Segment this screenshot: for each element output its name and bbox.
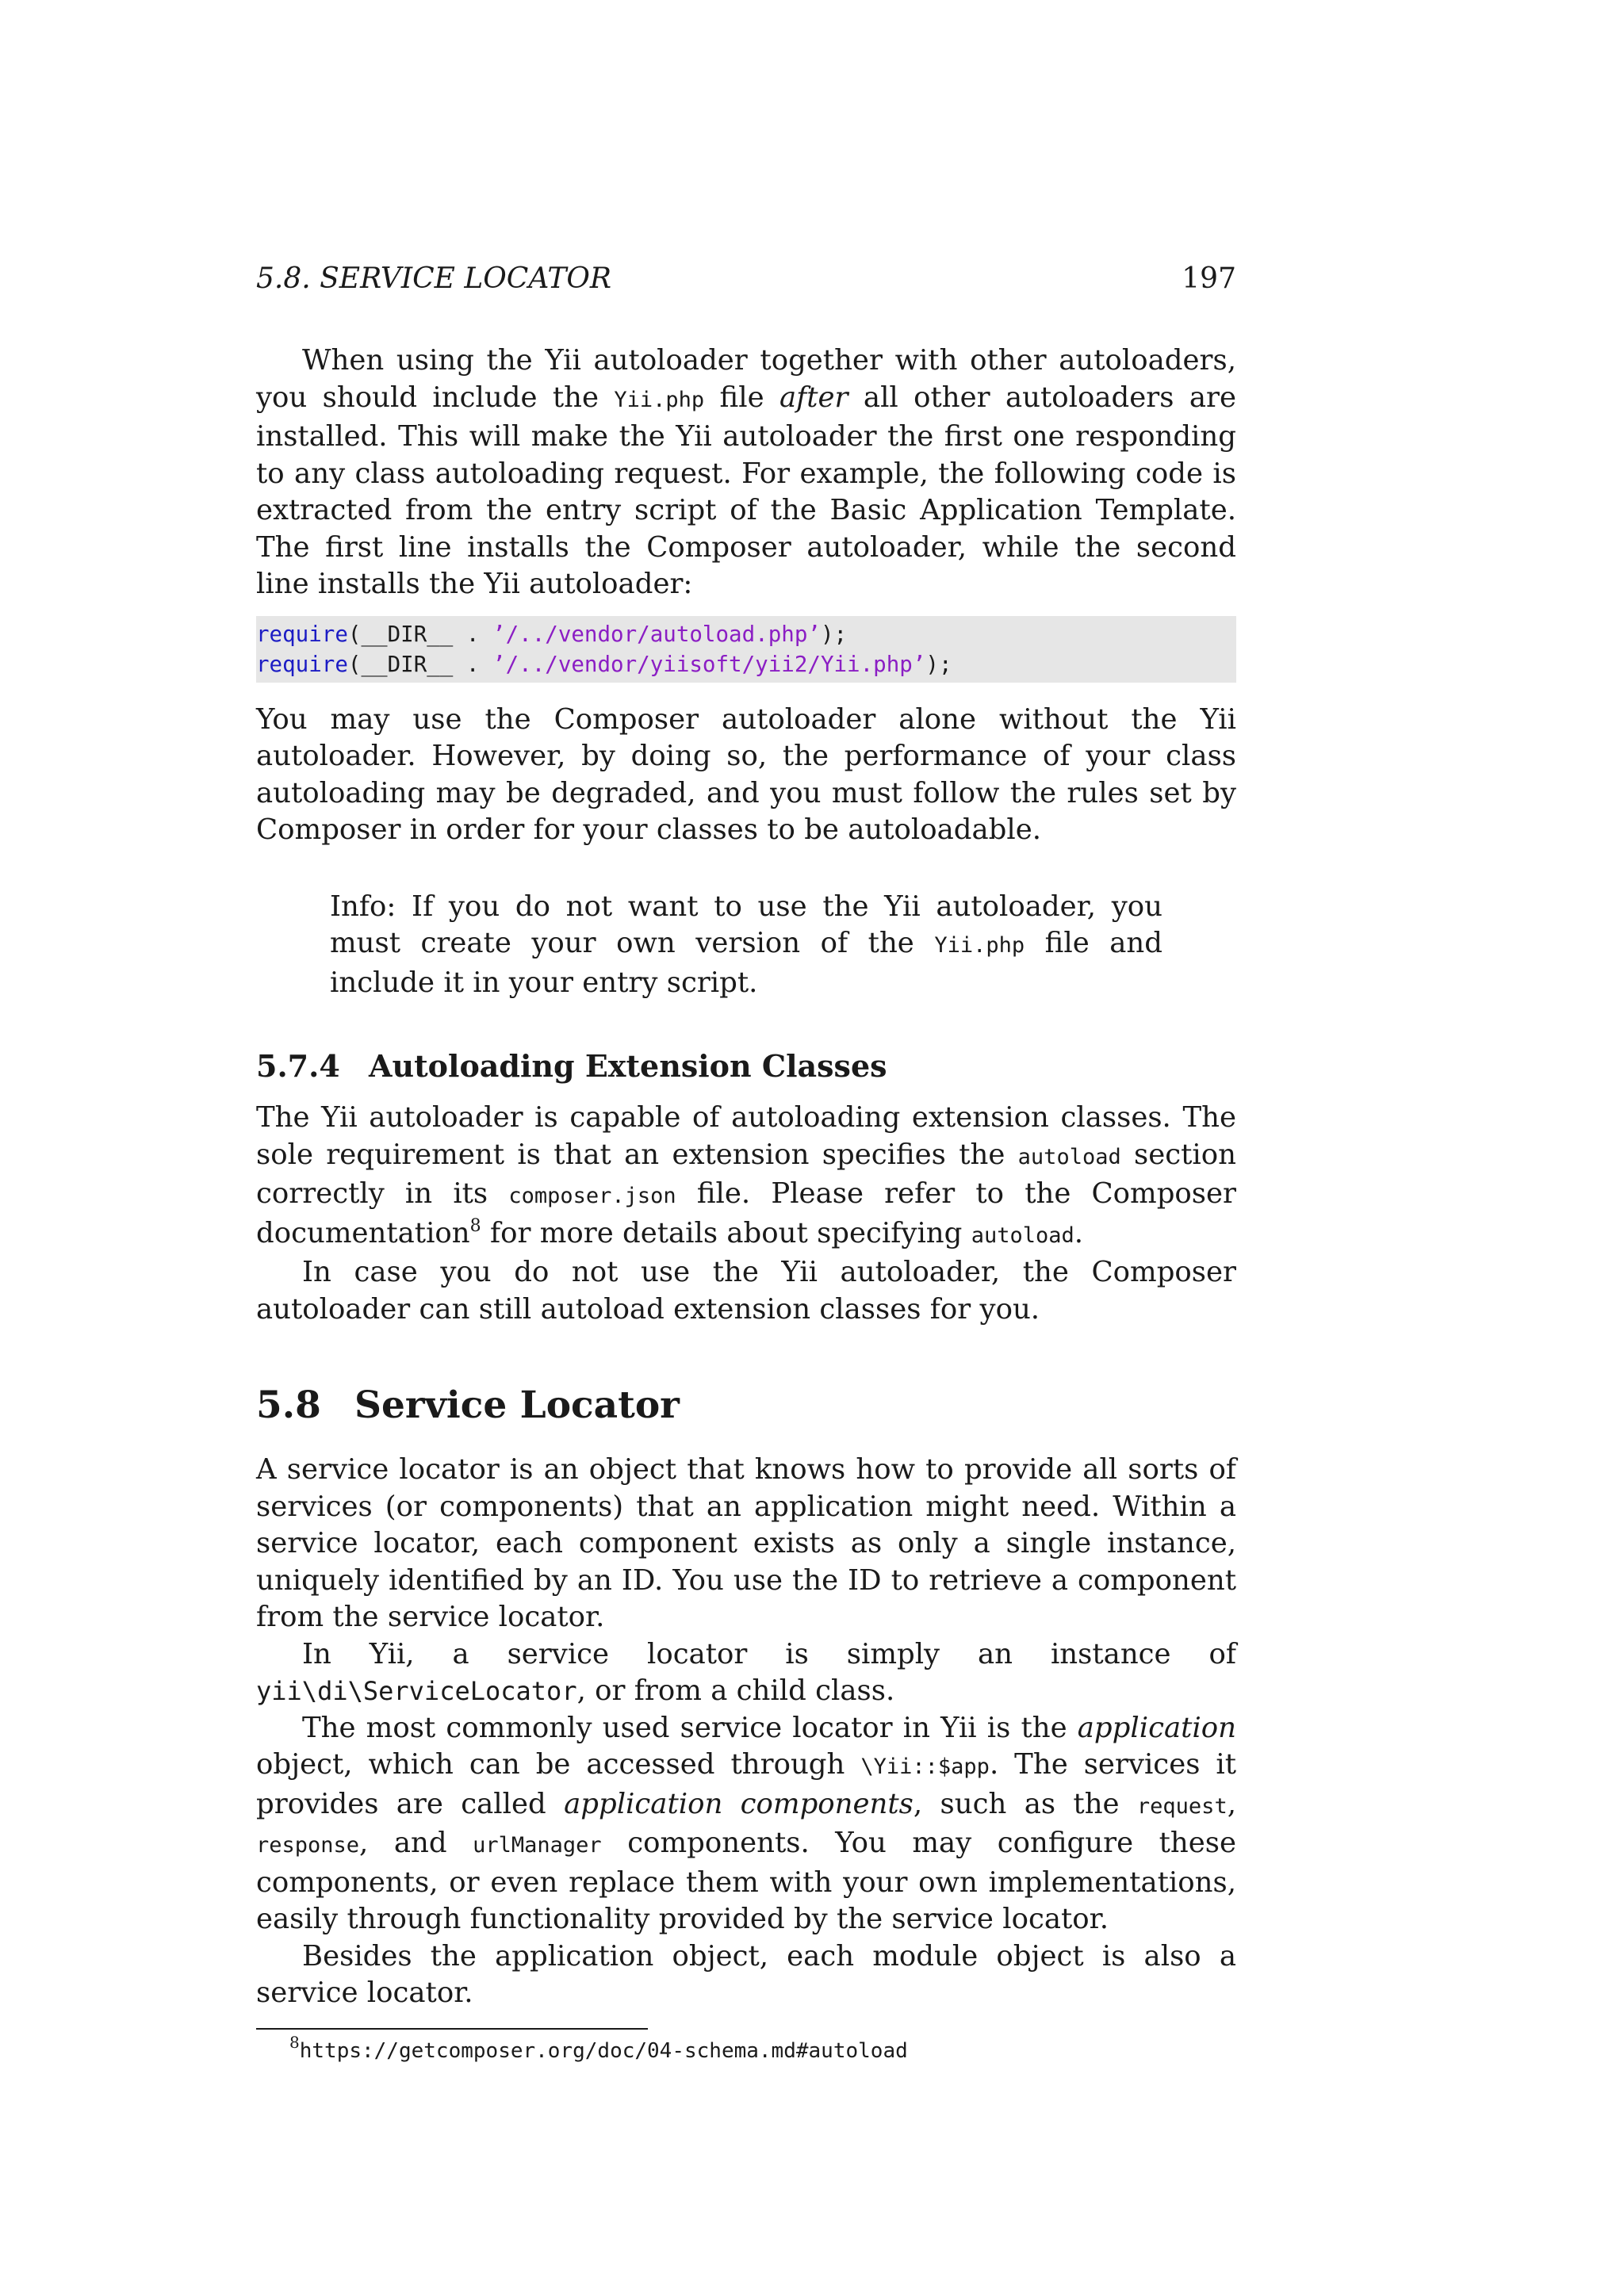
running-header [256,262,1236,297]
text: section correctly in its [256,1138,1237,1210]
text: file. Please refer to the Composer documentation [256,1177,1236,1249]
text: file [704,381,779,414]
code-text: (__DIR__ . [347,621,493,647]
text: file and include it in your entry script. [330,927,1162,999]
text: , such as the [913,1787,1137,1820]
page-number: 197 [1182,262,1236,295]
section-number: 5.8 [256,1383,321,1427]
section-number: 5.7.4 [256,1048,340,1084]
inline-code: autoload [971,1223,1074,1248]
code-text: (__DIR__ . [347,651,493,677]
info-box [330,889,1162,1002]
emphasis: application [1077,1711,1236,1744]
code-text: ); [925,651,952,677]
page-content [256,342,1236,2064]
text: , and [359,1827,473,1859]
section-heading-5-7-4 [256,1047,1236,1085]
text: for more details about specifying [481,1216,971,1249]
emphasis: after [779,381,848,414]
code-keyword: require [256,651,348,677]
code-block [256,616,1236,683]
inline-code: response [256,1833,360,1858]
paragraph-service-locator-intro: A service locator is an object that knows how to provide all sorts of services (or components) that an application might need. Within a service locator, each component exists as only a single instance, uniquely identified by an ID. You use the ID to retrieve a component from the service locator. [256,1453,1236,1633]
section-heading-5-8 [256,1382,1236,1429]
paragraph-composer-alone: You may use the Composer autoloader alone without the Yii autoloader. However, by doing so, the performance of your class autoloading may be degraded, and you must follow the rules set by Composer in order for your classes to be autoloadable. [256,702,1236,846]
paragraph-extension-classes [256,1100,1236,1254]
section-title: Autoloading Extension Classes [369,1048,887,1084]
running-header-title: 5.8. SERVICE LOCATOR [256,262,612,295]
code-line-2 [256,649,1236,679]
footnote-marker[interactable]: 8 [469,1215,481,1236]
paragraph-autoloader-order [256,342,1236,603]
footnote-divider [256,2028,648,2030]
inline-code: request [1136,1793,1228,1819]
code-line-1 [256,619,1236,649]
text: . The services it provides are called [256,1748,1237,1820]
text: In Yii, a service locator is simply an instance of [302,1637,1236,1670]
paragraph-composer-fallback: In case you do not use the Yii autoloader, the Composer autoloader can still autoload extension classes for you. [256,1256,1236,1326]
code-text: ); [820,621,848,647]
inline-code: Yii.php [934,933,1025,958]
info-text [330,889,1162,1002]
inline-code: Yii.php [614,387,705,412]
text: components. You may configure these components, or even replace them with your own implementations, easily through functionality provided by the service locator. [256,1827,1236,1935]
text: The Yii autoloader is capable of autoloading extension classes. The sole requirement is that an extension specifies the [256,1101,1236,1171]
text: object, which can be accessed through [256,1748,861,1781]
inline-code: \Yii::$app [860,1755,990,1779]
section-title: Service Locator [354,1383,680,1427]
inline-code: composer.json [508,1184,676,1208]
footnote-8 [256,2032,1236,2064]
code-keyword: require [256,621,348,647]
text: . [1074,1216,1084,1249]
footnote-number: 8 [289,2032,300,2052]
paragraph-application-object [256,1710,1236,1938]
paragraph-service-locator-class [256,1636,1236,1710]
text: , [1227,1787,1236,1820]
text: When using the Yii autoloader together with other autoloaders, you should include the [256,344,1236,414]
text: Info: If you do not want to use the Yii autoloader, you must create your own version of the [330,890,1162,959]
inline-code: autoload [1017,1144,1121,1169]
text: , or from a child class. [576,1674,895,1707]
footnote-link[interactable]: https://getcomposer.org/doc/04-schema.md#autoload [299,2038,908,2063]
text: The most commonly used service locator in Yii is the [302,1711,1078,1744]
paragraph-module-locator: Besides the application object, each module object is also a service locator. [256,1939,1236,2009]
code-string: ’/../vendor/autoload.php’ [492,621,821,647]
inline-code: urlManager [473,1833,602,1858]
code-string: ’/../vendor/yiisoft/yii2/Yii.php’ [492,651,926,677]
emphasis: application components [564,1787,914,1820]
inline-code: yii\di\ServiceLocator [256,1676,577,1706]
text: all other autoloaders are installed. This will make the Yii autoloader the first one responding to any class autoloading request. For example, the following code is extracted from the entry script of the Basic Application Template. The first line installs the Composer autoloader, while the second line installs the Yii autoloader: [256,381,1236,600]
